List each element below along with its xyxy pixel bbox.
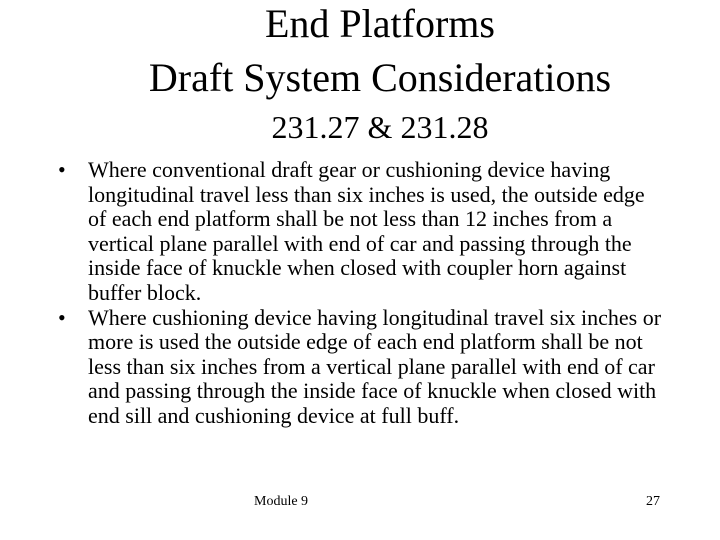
bullet-icon: • <box>58 304 66 330</box>
bullet-icon: • <box>58 157 66 182</box>
bullet-text: Where conventional draft gear or cushioning device having longitudinal travel less than six inches is used, the outside edge of each end platform shall be not less than 12 inches from a vertical plane parallel with end of car and passing through the inside face of knuckle when closed with coupler horn against buffer block. <box>88 157 645 305</box>
bullet-item <box>58 158 668 306</box>
bullet-item <box>58 306 668 429</box>
footer-page-number: 27 <box>646 494 660 509</box>
bullet-list <box>58 158 668 429</box>
slide-title-second-line: Draft System Considerations <box>148 55 612 100</box>
slide-title: End Platforms <box>265 1 495 46</box>
slide-subtitle: 231.27 & 231.28 <box>271 109 489 145</box>
bullet-text: Where cushioning device having longitudinal travel six inches or more is used the outside edge of each end platform shall be not less than six inches from a vertical plane parallel with end of car and passing through the inside face of knuckle when closed with end sill and cushioning device at full buff. <box>88 304 662 428</box>
footer-module-label: Module 9 <box>254 494 309 509</box>
